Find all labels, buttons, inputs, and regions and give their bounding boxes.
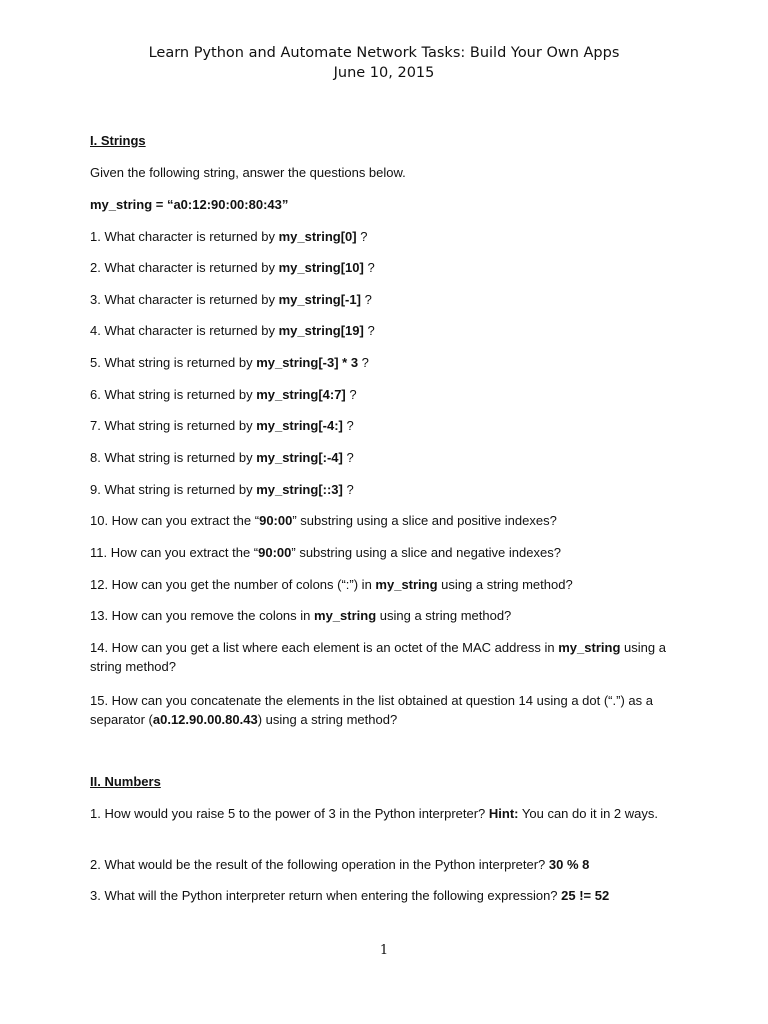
string-definition: my_string = “a0:12:90:00:80:43” [90,197,289,212]
question-item: 10. How can you extract the “90:00” substring using a slice and positive indexes? [90,513,557,528]
question-item: 2. What character is returned by my_string[10] ? [90,260,375,275]
question-item: 1. How would you raise 5 to the power of 3 in the Python interpreter? Hint: You can do it in 2 ways. [90,806,658,821]
question-item: 8. What string is returned by my_string[:-4] ? [90,450,354,465]
question-item: 4. What character is returned by my_string[19] ? [90,323,375,338]
document-date: June 10, 2015 [333,65,435,81]
question-item: 7. What string is returned by my_string[-4:] ? [90,418,354,433]
strings-intro: Given the following string, answer the questions below. [90,165,406,180]
question-item: 13. How can you remove the colons in my_string using a string method? [90,608,512,623]
question-item: 2. What would be the result of the following operation in the Python interpreter? 30 % 8 [90,857,590,872]
question-item: 15. How can you concatenate the elements in the list obtained at question 14 using a dot (“.”) as a separator (a0.12.90.00.80.43) using a string method? [90,693,653,727]
document-title: Learn Python and Automate Network Tasks: Build Your Own Apps [148,45,620,61]
question-item: 12. How can you get the number of colons (“:”) in my_string using a string method? [90,577,573,592]
question-item: 3. What will the Python interpreter return when entering the following expression? 25 != 52 [90,888,610,903]
section-heading-numbers: II. Numbers [90,774,161,789]
question-item: 6. What string is returned by my_string[4:7] ? [90,387,357,402]
question-item: 11. How can you extract the “90:00” substring using a slice and negative indexes? [90,545,561,560]
question-item: 5. What string is returned by my_string[-3] * 3 ? [90,355,369,370]
question-item: 3. What character is returned by my_string[-1] ? [90,292,372,307]
page-number: 1 [379,943,389,958]
question-item: 9. What string is returned by my_string[::3] ? [90,482,354,497]
section-heading-strings: I. Strings [90,133,146,148]
question-item: 1. What character is returned by my_string[0] ? [90,229,368,244]
question-item: 14. How can you get a list where each element is an octet of the MAC address in my_string using a string method? [90,640,666,674]
